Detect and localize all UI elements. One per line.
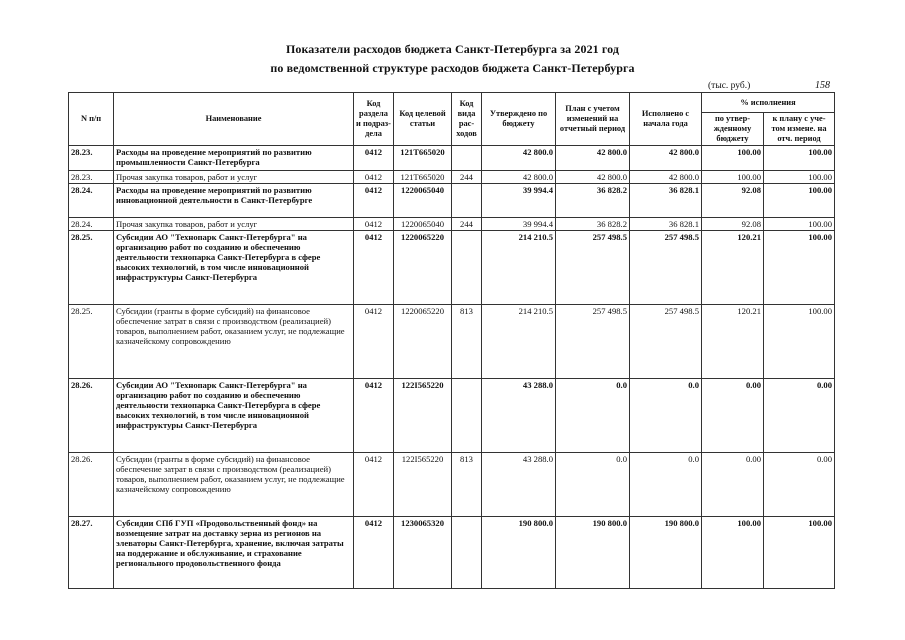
budget-table (68, 92, 835, 589)
row-plan: 0.0 (556, 453, 630, 517)
row-stat: 122I565220 (394, 379, 452, 453)
row-isp: 190 800.0 (630, 517, 702, 589)
row-isp: 257 498.5 (630, 231, 702, 305)
row-stat: 1220065040 (394, 218, 452, 231)
header-isp: Исполнено с начала года (630, 93, 702, 146)
row-plan: 257 498.5 (556, 305, 630, 379)
table-row (69, 453, 835, 517)
header-plan: План с учетом изменений на отчетный период (556, 93, 630, 146)
row-utv: 39 994.4 (482, 184, 556, 218)
row-num: 28.24. (69, 184, 114, 218)
row-plan: 42 800.0 (556, 146, 630, 171)
row-razdel: 0412 (354, 453, 394, 517)
row-stat: 122I565220 (394, 453, 452, 517)
row-utv: 214 210.5 (482, 305, 556, 379)
row-stat: 1220065220 (394, 231, 452, 305)
row-num: 28.26. (69, 453, 114, 517)
table-row (69, 218, 835, 231)
row-plan: 0.0 (556, 379, 630, 453)
row-pct-plan: 100.00 (764, 305, 835, 379)
table-row (69, 171, 835, 184)
row-name: Расходы на проведение мероприятий по развитию промышленности Санкт-Петербурга (114, 146, 354, 171)
row-num: 28.25. (69, 305, 114, 379)
row-name: Субсидии СПб ГУП «Продовольственный фонд» на возмещение затрат на доставку зерна из регионов на элеваторы Санкт-Петербурга, хранение, включая затраты на поддержание и обслуживание, и страхование регионального продовольственного фонда (114, 517, 354, 589)
row-pct-plan: 100.00 (764, 517, 835, 589)
header-pct: % исполнения (702, 93, 835, 113)
table-row (69, 517, 835, 589)
row-pct-plan: 0.00 (764, 379, 835, 453)
row-pct-utv: 92.08 (702, 184, 764, 218)
row-razdel: 0412 (354, 218, 394, 231)
row-isp: 42 800.0 (630, 171, 702, 184)
row-stat: 1230065320 (394, 517, 452, 589)
row-stat: 121Т665020 (394, 171, 452, 184)
row-isp: 36 828.1 (630, 184, 702, 218)
header-pct-plan: к плану с уче-том измене. на отч. период (764, 113, 835, 146)
row-pct-utv: 100.00 (702, 146, 764, 171)
row-vid (452, 146, 482, 171)
row-name: Расходы на проведение мероприятий по развитию инновационной деятельности в Санкт-Петербурге (114, 184, 354, 218)
row-num: 28.23. (69, 171, 114, 184)
row-razdel: 0412 (354, 517, 394, 589)
table-row (69, 184, 835, 218)
row-pct-utv: 0.00 (702, 453, 764, 517)
row-stat: 121Т665020 (394, 146, 452, 171)
row-name: Субсидии АО "Технопарк Санкт-Петербурга" на организацию работ по созданию и обеспечению деятельности технопарка Санкт-Петербурга в сфере высоких технологий, в том числе инновационной инфраструктуры Санкт-Петербурга (114, 231, 354, 305)
row-utv: 42 800.0 (482, 146, 556, 171)
table-row (69, 146, 835, 171)
row-num: 28.23. (69, 146, 114, 171)
row-pct-utv: 100.00 (702, 517, 764, 589)
row-num: 28.25. (69, 231, 114, 305)
row-pct-plan: 100.00 (764, 218, 835, 231)
row-razdel: 0412 (354, 184, 394, 218)
row-pct-plan: 0.00 (764, 453, 835, 517)
row-vid (452, 184, 482, 218)
row-pct-utv: 100.00 (702, 171, 764, 184)
row-razdel: 0412 (354, 146, 394, 171)
header-num: N п/п (69, 93, 114, 146)
row-razdel: 0412 (354, 231, 394, 305)
row-pct-plan: 100.00 (764, 231, 835, 305)
row-plan: 42 800.0 (556, 171, 630, 184)
table-row (69, 379, 835, 453)
row-vid: 813 (452, 453, 482, 517)
row-vid (452, 379, 482, 453)
row-isp: 257 498.5 (630, 305, 702, 379)
header-stat: Код целевой статьи (394, 93, 452, 146)
row-utv: 42 800.0 (482, 171, 556, 184)
header-pct-utv: по утвер-жденному бюджету (702, 113, 764, 146)
row-num: 28.27. (69, 517, 114, 589)
row-isp: 42 800.0 (630, 146, 702, 171)
row-vid (452, 231, 482, 305)
row-razdel: 0412 (354, 305, 394, 379)
row-pct-utv: 92.08 (702, 218, 764, 231)
row-pct-utv: 120.21 (702, 305, 764, 379)
row-name: Субсидии (гранты в форме субсидий) на финансовое обеспечение затрат в связи с производством (реализацией) товаров, выполнением работ, оказанием услуг, не подлежащие казначейскому сопровождению (114, 305, 354, 379)
row-pct-utv: 120.21 (702, 231, 764, 305)
row-razdel: 0412 (354, 379, 394, 453)
table-row (69, 231, 835, 305)
row-stat: 1220065220 (394, 305, 452, 379)
row-isp: 36 828.1 (630, 218, 702, 231)
document-title: Показатели расходов бюджета Санкт-Петербурга за 2021 год (285, 42, 620, 56)
row-utv: 214 210.5 (482, 231, 556, 305)
header-name: Наименование (114, 93, 354, 146)
row-utv: 39 994.4 (482, 218, 556, 231)
row-pct-plan: 100.00 (764, 171, 835, 184)
header-vid: Код вида рас-ходов (452, 93, 482, 146)
row-name: Прочая закупка товаров, работ и услуг (114, 218, 354, 231)
row-utv: 43 288.0 (482, 379, 556, 453)
row-name: Прочая закупка товаров, работ и услуг (114, 171, 354, 184)
row-plan: 36 828.2 (556, 218, 630, 231)
row-utv: 43 288.0 (482, 453, 556, 517)
row-stat: 1220065040 (394, 184, 452, 218)
row-vid (452, 517, 482, 589)
row-num: 28.26. (69, 379, 114, 453)
row-plan: 190 800.0 (556, 517, 630, 589)
row-plan: 257 498.5 (556, 231, 630, 305)
row-pct-plan: 100.00 (764, 146, 835, 171)
row-vid: 244 (452, 171, 482, 184)
row-vid: 244 (452, 218, 482, 231)
page-number: 158 (815, 80, 830, 91)
row-pct-plan: 100.00 (764, 184, 835, 218)
row-razdel: 0412 (354, 171, 394, 184)
row-num: 28.24. (69, 218, 114, 231)
row-name: Субсидии АО "Технопарк Санкт-Петербурга" на организацию работ по созданию и обеспечению деятельности технопарка Санкт-Петербурга в сфере высоких технологий, в том числе инновационной инфраструктуры Санкт-Петербурга (114, 379, 354, 453)
header-utv: Утверждено по бюджету (482, 93, 556, 146)
units-label: (тыс. руб.) (708, 81, 751, 91)
row-isp: 0.0 (630, 379, 702, 453)
row-vid: 813 (452, 305, 482, 379)
row-plan: 36 828.2 (556, 184, 630, 218)
document-subtitle: по ведомственной структуре расходов бюджета Санкт-Петербурга (270, 61, 635, 75)
header-razdel: Код раздела и подраз-дела (354, 93, 394, 146)
row-isp: 0.0 (630, 453, 702, 517)
row-utv: 190 800.0 (482, 517, 556, 589)
row-pct-utv: 0.00 (702, 379, 764, 453)
row-name: Субсидии (гранты в форме субсидий) на финансовое обеспечение затрат в связи с производством (реализацией) товаров, выполнением работ, оказанием услуг, не подлежащие казначейскому сопровождению (114, 453, 354, 517)
table-row (69, 305, 835, 379)
